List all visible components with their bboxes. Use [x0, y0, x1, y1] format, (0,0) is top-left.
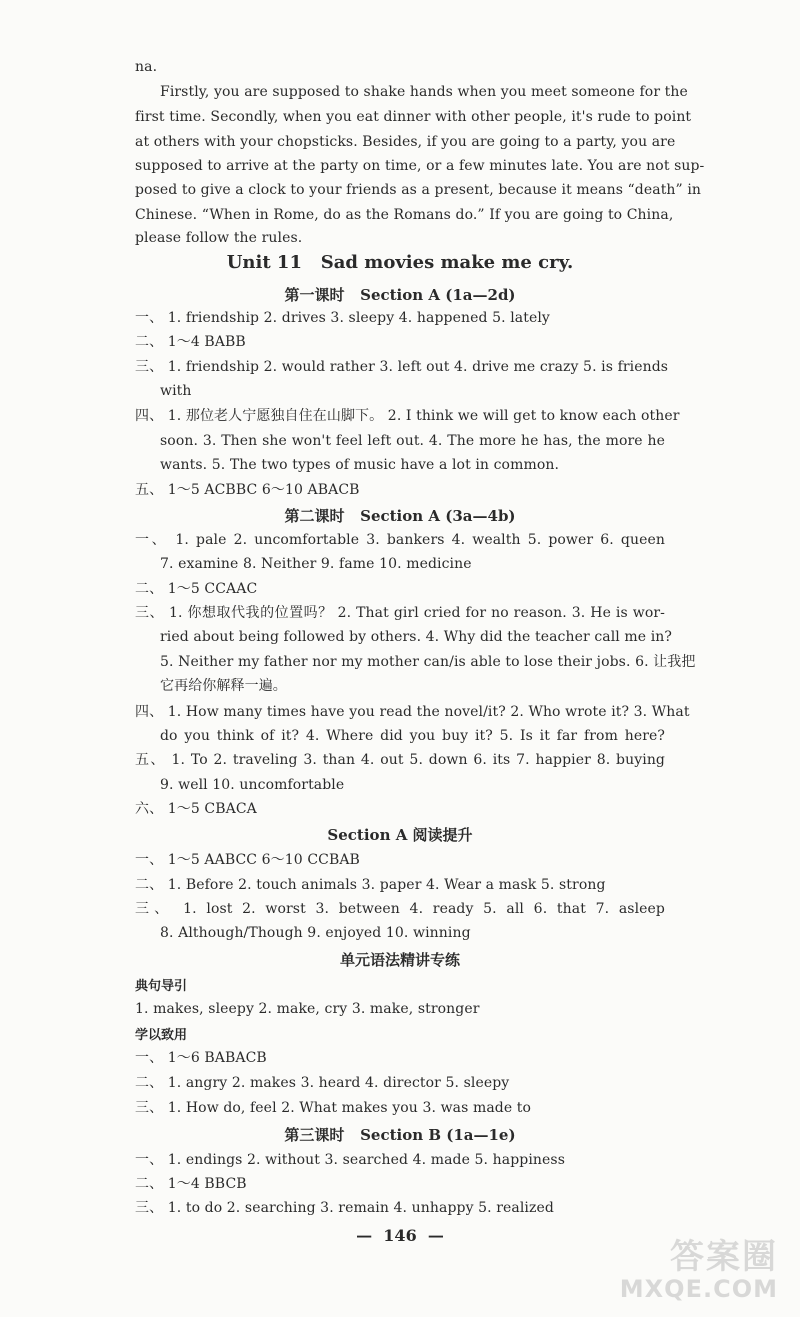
answer-line: 一、 1. endings 2. without 3. searched 4. made 5. happiness: [135, 1152, 565, 1168]
reading-title: Section A 阅读提升: [327, 826, 473, 844]
answer-line: 5. Neither my father nor my mother can/is able to lose their jobs. 6. 让我把: [160, 654, 696, 670]
lesson2-title: 第二课时 Section A (3a—4b): [284, 507, 516, 525]
passage-line: please follow the rules.: [135, 230, 303, 246]
answer-line: 三、 1. friendship 2. would rather 3. left out 4. drive me crazy 5. is friends: [135, 359, 669, 375]
answer-line: 三、 1. to do 2. searching 3. remain 4. unhappy 5. realized: [135, 1200, 554, 1216]
grammar-title: 单元语法精讲专练: [339, 951, 460, 969]
answer-line: 一、 1～6 BABACB: [135, 1050, 267, 1066]
watermark-url: MXQE.COM: [619, 1275, 778, 1303]
passage-line: supposed to arrive at the party on time, or a few minutes late. You are not sup-: [135, 158, 705, 174]
lesson3-title: 第三课时 Section B (1a—1e): [284, 1126, 516, 1144]
answer-line: 9. well 10. uncomfortable: [160, 777, 345, 793]
answer-line: wants. 5. The two types of music have a lot in common.: [160, 457, 560, 473]
answer-line: soon. 3. Then she won't feel left out. 4. The more he has, the more he: [160, 433, 665, 449]
lesson1-title: 第一课时 Section A (1a—2d): [284, 286, 516, 304]
answer-line: 二、 1～5 CCAAC: [135, 581, 258, 597]
unit-title: Unit 11 Sad movies make me cry.: [226, 252, 574, 273]
answer-line: 二、 1～4 BBCB: [135, 1176, 247, 1192]
answer-line: 一、 1. friendship 2. drives 3. sleepy 4. happened 5. lately: [135, 310, 550, 326]
page-number: — 146 —: [356, 1226, 444, 1245]
grammar-sub-label: 学以致用: [135, 1028, 188, 1043]
passage-line: at others with your chopsticks. Besides, if you are going to a party, you are: [135, 134, 676, 150]
passage-line: first time. Secondly, when you eat dinner with other people, it's rude to point: [135, 109, 692, 125]
watermark-text: 答案圈: [670, 1237, 778, 1277]
answer-line: 六、 1～5 CBACA: [135, 801, 257, 817]
answer-line: do you think of it? 4. Where did you buy it? 5. Is it far from here?: [160, 728, 665, 744]
answer-line: 四、 1. How many times have you read the novel/it? 2. Who wrote it? 3. What: [135, 704, 690, 720]
answer-line: 一、 1. pale 2. uncomfortable 3. bankers 4. wealth 5. power 6. queen: [135, 532, 665, 548]
passage-line: Firstly, you are supposed to shake hands when you meet someone for the: [160, 84, 688, 100]
passage-line: na.: [135, 59, 158, 75]
answer-line: 它再给你解释一遍。: [160, 678, 287, 694]
passage-line: posed to give a clock to your friends as a present, because it means “death” in: [135, 182, 702, 198]
answer-line: ried about being followed by others. 4. Why did the teacher call me in?: [160, 629, 673, 645]
passage-line: Chinese. “When in Rome, do as the Romans do.” If you are going to China,: [135, 207, 674, 223]
answer-line: 1. makes, sleepy 2. make, cry 3. make, stronger: [135, 1001, 480, 1017]
answer-line: 四、 1. 那位老人宁愿独自住在山脚下。 2. I think we will get to know each other: [135, 408, 680, 424]
answer-line: 五、 1～5 ACBBC 6～10 ABACB: [135, 482, 360, 498]
answer-line: 7. examine 8. Neither 9. fame 10. medicine: [160, 556, 472, 572]
answer-line: with: [160, 383, 192, 399]
grammar-sub-label: 典句导引: [135, 979, 188, 994]
answer-line: 二、 1. Before 2. touch animals 3. paper 4. Wear a mask 5. strong: [135, 877, 606, 893]
answer-line: 二、 1. angry 2. makes 3. heard 4. director 5. sleepy: [135, 1075, 510, 1091]
answer-line: 三、 1. lost 2. worst 3. between 4. ready 5. all 6. that 7. asleep: [135, 901, 665, 917]
answer-line: 三、 1. 你想取代我的位置吗？ 2. That girl cried for no reason. 3. He is wor-: [135, 605, 665, 621]
answer-line: 8. Although/Though 9. enjoyed 10. winning: [160, 925, 471, 941]
answer-line: 一、 1～5 AABCC 6～10 CCBAB: [135, 852, 360, 868]
answer-line: 五、 1. To 2. traveling 3. than 4. out 5. down 6. its 7. happier 8. buying: [135, 752, 665, 768]
watermark-logo: [598, 1229, 778, 1303]
answer-line: 二、 1～4 BABB: [135, 334, 246, 350]
answer-line: 三、 1. How do, feel 2. What makes you 3. was made to: [135, 1100, 532, 1116]
